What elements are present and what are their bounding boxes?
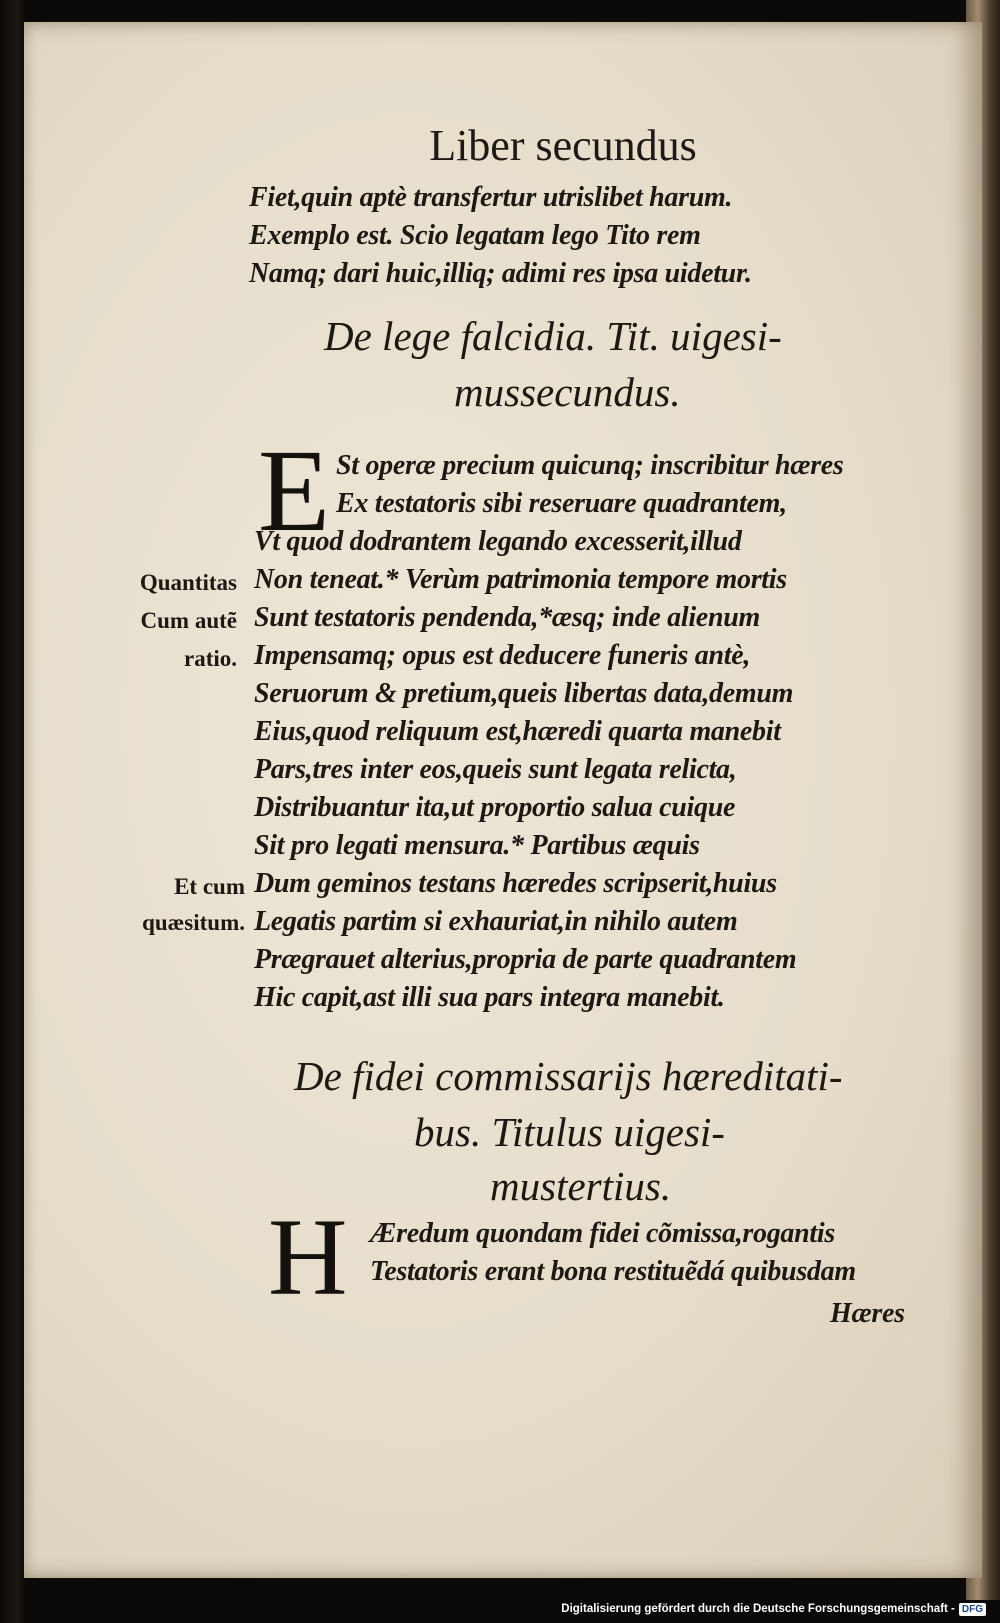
verse-line: Legatis partim si exhauriat,in nihilo autem — [254, 906, 738, 937]
verse-line: Vt quod dodrantem legando excesserit,illud — [254, 526, 742, 557]
verse-line: Eius,quod reliquum est,hæredi quarta manebit — [254, 716, 781, 747]
verse-line: Pars,tres inter eos,queis sunt legata relicta, — [254, 754, 737, 785]
show-through-text — [802, 172, 922, 1322]
running-head: Liber secundus — [429, 121, 697, 170]
drop-cap: E — [258, 425, 331, 556]
verse-line: Sit pro legati mensura.* Partibus æquis — [254, 830, 700, 861]
verse-line: Hic capit,ast illi sua pars integra manebit. — [254, 982, 725, 1013]
verse-line: Prægrauet alterius,propria de parte quadrantem — [254, 944, 797, 975]
verse-line: Ex testatoris sibi reseruare quadrantem, — [336, 488, 787, 519]
verse-line: Impensamq; opus est deducere funeris antè, — [254, 640, 751, 671]
section-title: mustertius. — [490, 1163, 672, 1209]
section-title: bus. Titulus uigesi- — [414, 1109, 725, 1155]
margin-note: quæsitum. — [142, 910, 245, 935]
catchword: Hæres — [830, 1298, 905, 1329]
verse-line: Dum geminos testans hæredes scripserit,huius — [254, 868, 777, 899]
verse-line: Fiet,quin aptè transfertur utrislibet harum. — [249, 182, 733, 213]
margin-note: Et cum — [174, 874, 245, 899]
verse-line: Testatoris erant bona restituẽdá quibusdam — [370, 1256, 856, 1287]
verse-line: Exemplo est. Scio legatam lego Tito rem — [249, 220, 701, 251]
margin-note: ratio. — [183, 646, 237, 671]
section-title: mussecundus. — [454, 369, 681, 415]
digitization-credit — [561, 1599, 986, 1619]
drop-cap: H — [268, 1196, 348, 1318]
verse-line: Distribuantur ita,ut proportio salua cuique — [254, 792, 736, 823]
credit-text: Digitalisierung gefördert durch die Deutsche Forschungsgemeinschaft - — [561, 1603, 955, 1615]
verse-line: Namq; dari huic,illiq; adimi res ipsa uidetur. — [249, 258, 752, 289]
dfg-logo: DFG — [959, 1603, 986, 1616]
verse-line: Seruorum & pretium,queis libertas data,demum — [254, 678, 794, 709]
section-title: De fidei commissarijs hæreditati- — [294, 1053, 843, 1099]
margin-note: Quantitas — [139, 570, 237, 595]
section-title: De lege falcidia. Tit. uigesi- — [324, 313, 782, 359]
book-page — [24, 22, 982, 1578]
verse-line: Sunt testatoris pendenda,*æsq; inde alienum — [254, 602, 760, 633]
verse-line: Æredum quondam fidei cõmissa,rogantis — [370, 1218, 835, 1249]
margin-note: Cum autẽ — [140, 608, 237, 633]
verse-line: St operæ precium quicunq; inscribitur hæres — [336, 450, 844, 481]
verse-line: Non teneat.* Verùm patrimonia tempore mortis — [254, 564, 787, 595]
